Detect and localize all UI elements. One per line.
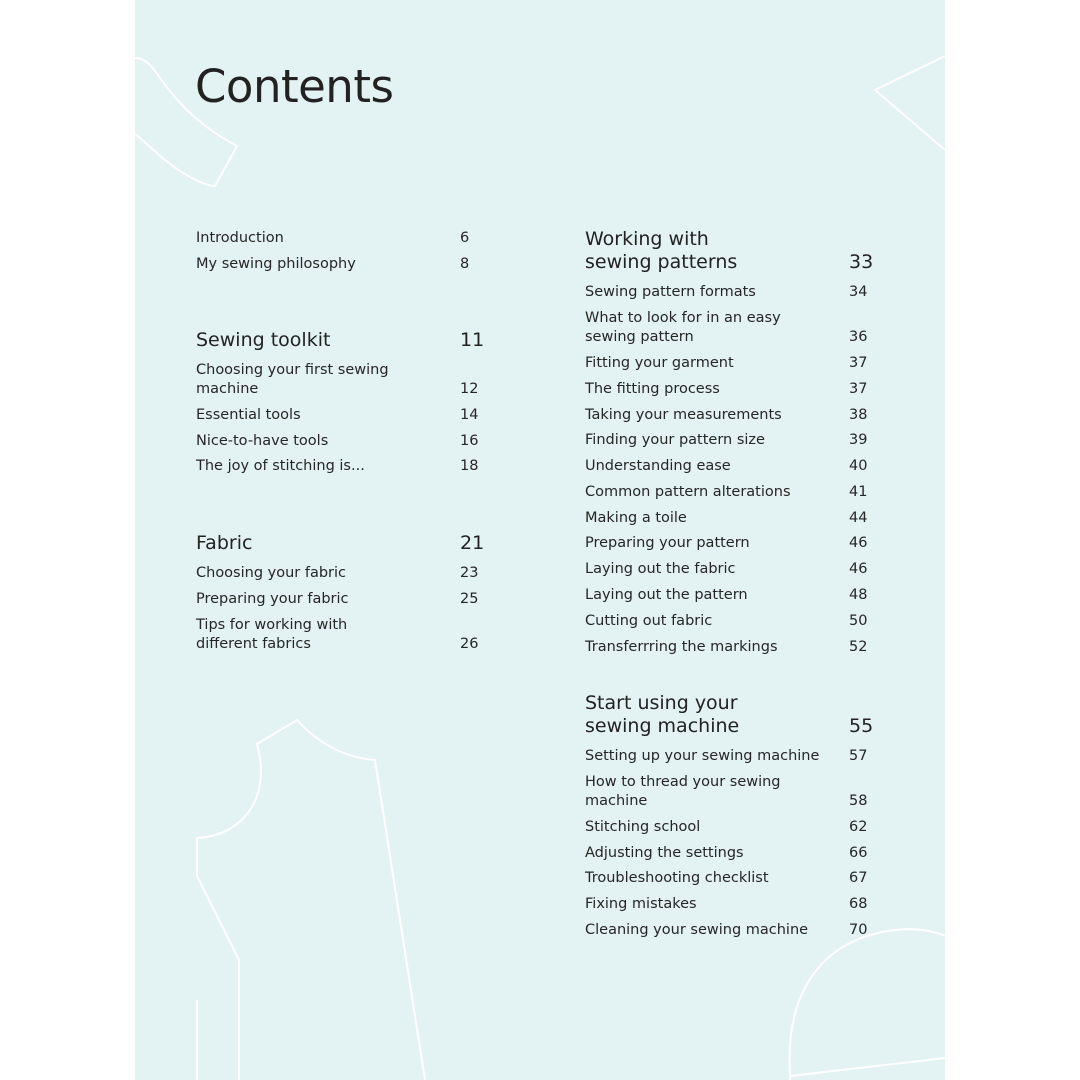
toc-entry-page: 67: [849, 870, 868, 887]
toc-entry-page: 36: [849, 329, 868, 346]
toc-entry[interactable]: [196, 402, 486, 428]
toc-entry[interactable]: [196, 252, 486, 278]
toc-section-page: 33: [849, 251, 874, 273]
contents-page: [135, 0, 945, 1080]
toc-section-start-using-your-sewing-machine: [585, 692, 881, 943]
toc-entry-title: Finding your pattern size: [585, 432, 765, 449]
toc-entry-title: Laying out the fabric: [585, 561, 736, 578]
toc-entry-title: Laying out the pattern: [585, 586, 748, 603]
toc-entry-title: The fitting process: [585, 380, 720, 397]
toc-entry[interactable]: [585, 634, 881, 660]
toc-entry-title: What to look for in an easy sewing pattern: [585, 310, 781, 346]
page-title: Contents: [195, 60, 394, 113]
toc-entry-title: Stitching school: [585, 818, 701, 835]
toc-entry-title: How to thread your sewing machine: [585, 774, 781, 810]
toc-entry-title: Adjusting the settings: [585, 844, 744, 861]
toc-entry[interactable]: [585, 454, 881, 480]
toc-entry-title: Troubleshooting checklist: [585, 870, 769, 887]
toc-entry[interactable]: [196, 612, 486, 657]
toc-entry-page: 39: [849, 432, 868, 449]
toc-entry[interactable]: [196, 428, 486, 454]
toc-entry-title: Choosing your fabric: [196, 565, 347, 582]
toc-entry[interactable]: [196, 358, 486, 403]
toc-entry-page: 34: [849, 284, 868, 301]
toc-entry[interactable]: [585, 376, 881, 402]
toc-entry-page: 40: [849, 458, 868, 475]
toc-entry-title: Fixing mistakes: [585, 896, 697, 913]
toc-entry-page: 52: [849, 638, 868, 655]
toc-entry-page: 23: [460, 565, 479, 582]
toc-entry-title: Taking your measurements: [585, 406, 782, 423]
toc-section-sewing-toolkit: [196, 329, 486, 480]
toc-entry-page: 44: [849, 509, 868, 526]
toc-section-working-with-sewing-patterns: [585, 228, 881, 660]
toc-entry-page: 38: [849, 406, 868, 423]
toc-entry-page: 62: [849, 818, 868, 835]
toc-entry-title: The joy of stitching is...: [196, 458, 365, 475]
toc-entry-title: Tips for working with different fabrics: [196, 616, 348, 652]
toc-entry[interactable]: [585, 815, 881, 841]
toc-entry-title: Preparing your pattern: [585, 535, 750, 552]
toc-entry[interactable]: [196, 226, 486, 252]
toc-entry[interactable]: [196, 454, 486, 480]
toc-entry-title: Choosing your first sewing machine: [196, 361, 389, 397]
toc-entry-title: Cutting out fabric: [585, 612, 713, 629]
toc-entry-page: 58: [849, 793, 868, 810]
toc-section-page: 55: [849, 714, 874, 737]
contents-column-left: [196, 226, 486, 683]
toc-entry-page: 46: [849, 535, 868, 552]
toc-entry-page: 57: [849, 748, 868, 765]
toc-section-title: Sewing toolkit: [196, 328, 331, 351]
toc-entry-page: 37: [849, 354, 868, 371]
toc-entry-title: Common pattern alterations: [585, 483, 791, 500]
toc-entry-page: 6: [460, 230, 470, 247]
toc-entry-title: Nice-to-have tools: [196, 432, 329, 449]
toc-entry[interactable]: [585, 479, 881, 505]
toc-entry-page: 37: [849, 380, 868, 397]
toc-entry-title: Introduction: [196, 230, 284, 247]
contents-column-right: [585, 228, 881, 969]
toc-entry-title: Essential tools: [196, 406, 301, 423]
toc-entry-title: Preparing your fabric: [196, 590, 349, 607]
toc-entry-title: Setting up your sewing machine: [585, 748, 820, 765]
toc-entry-page: 68: [849, 896, 868, 913]
toc-entry[interactable]: [196, 561, 486, 587]
toc-section-heading[interactable]: [585, 228, 881, 274]
toc-entry-page: 12: [460, 380, 479, 397]
toc-entry-page: 41: [849, 483, 868, 500]
toc-section-heading[interactable]: [196, 329, 486, 352]
toc-entry[interactable]: [196, 586, 486, 612]
toc-entry-page: 66: [849, 844, 868, 861]
toc-entry-page: 50: [849, 612, 868, 629]
toc-entry-page: 16: [460, 432, 479, 449]
toc-entry[interactable]: [585, 583, 881, 609]
toc-entry-page: 70: [849, 922, 868, 939]
toc-entry-page: 8: [460, 256, 470, 273]
toc-section-heading[interactable]: [585, 692, 881, 738]
toc-section-intro: [196, 226, 486, 278]
toc-entry[interactable]: [585, 608, 881, 634]
toc-entry[interactable]: [585, 280, 881, 306]
toc-entry-page: 14: [460, 406, 479, 423]
toc-entry[interactable]: [585, 306, 881, 351]
toc-entry-title: Sewing pattern formats: [585, 284, 756, 301]
toc-section-fabric: [196, 532, 486, 657]
toc-entry[interactable]: [585, 531, 881, 557]
toc-entry[interactable]: [585, 770, 881, 815]
toc-section-page: 21: [460, 531, 485, 554]
toc-section-title: Start using your sewing machine: [585, 691, 740, 737]
toc-entry[interactable]: [585, 557, 881, 583]
toc-section-page: 11: [460, 328, 485, 351]
toc-entry[interactable]: [585, 351, 881, 377]
toc-entry[interactable]: [585, 505, 881, 531]
toc-entry-page: 26: [460, 635, 479, 652]
toc-entry-page: 46: [849, 561, 868, 578]
toc-entry[interactable]: [585, 866, 881, 892]
toc-entry[interactable]: [585, 744, 881, 770]
toc-entry[interactable]: [585, 428, 881, 454]
toc-entry[interactable]: [585, 918, 881, 944]
toc-entry[interactable]: [585, 892, 881, 918]
toc-section-heading[interactable]: [196, 532, 486, 555]
toc-entry-page: 48: [849, 586, 868, 603]
toc-entry-page: 18: [460, 458, 479, 475]
toc-section-title: Working with sewing patterns: [585, 228, 738, 273]
toc-entry-title: My sewing philosophy: [196, 256, 356, 273]
toc-section-title: Fabric: [196, 531, 253, 554]
toc-entry-title: Making a toile: [585, 509, 687, 526]
toc-entry[interactable]: [585, 840, 881, 866]
toc-entry[interactable]: [585, 402, 881, 428]
toc-entry-title: Cleaning your sewing machine: [585, 922, 809, 939]
toc-entry-title: Understanding ease: [585, 458, 731, 475]
toc-entry-page: 25: [460, 590, 479, 607]
toc-entry-title: Transferrring the markings: [585, 638, 778, 655]
toc-entry-title: Fitting your garment: [585, 354, 734, 371]
